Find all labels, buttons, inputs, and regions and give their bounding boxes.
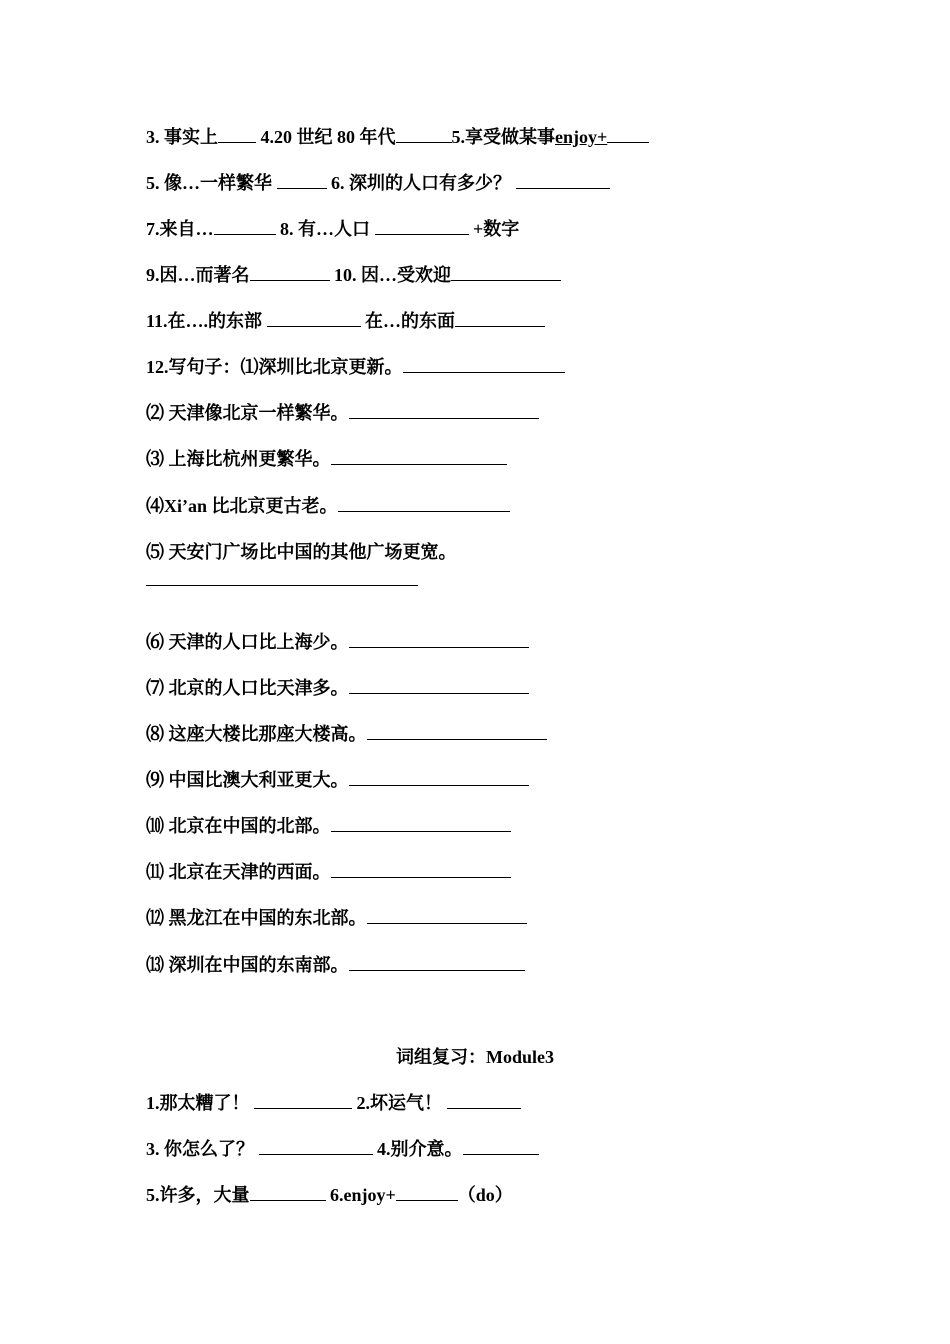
phrase-never-mind: 4.别介意。 [377, 1139, 463, 1159]
answer-blank[interactable] [463, 1137, 539, 1155]
answer-blank[interactable] [250, 263, 330, 281]
phrase-in-the-east-of: 11.在….的东部 [146, 311, 263, 331]
sentence-prompt: ⑿ 黑龙江在中国的东北部。 [146, 908, 367, 928]
phrase-line-4 [146, 263, 561, 287]
sentence-line-1 [146, 355, 565, 379]
sentence-prompt: ⑸ 天安门广场比中国的其他广场更宽。 [146, 542, 457, 562]
answer-blank[interactable] [451, 263, 561, 281]
review-line-3 [146, 1183, 513, 1207]
phrase-bad-luck: 2.坏运气！ [356, 1093, 442, 1113]
sentence-prompt: ⑹ 天津的人口比上海少。 [146, 632, 349, 652]
phrase-line-5 [146, 309, 545, 333]
sentence-prompt: ⑽ 北京在中国的北部。 [146, 816, 331, 836]
answer-blank[interactable] [367, 906, 527, 924]
answer-blank[interactable] [349, 768, 529, 786]
phrase-come-from: 7.来自… [146, 219, 214, 239]
answer-blank[interactable] [338, 494, 510, 512]
phrase-a-lot-of: 5.许多，大量 [146, 1185, 250, 1205]
sentence-line-13 [146, 953, 525, 977]
phrase-enjoy-plus: enjoy+ [555, 127, 608, 147]
answer-blank[interactable] [250, 1183, 326, 1201]
sentence-prompt: ⒀ 深圳在中国的东南部。 [146, 955, 349, 975]
phrase-thats-too-bad: 1.那太糟了！ [146, 1093, 250, 1113]
answer-blank[interactable] [267, 309, 361, 327]
answer-blank[interactable] [367, 722, 547, 740]
sentence-line-2 [146, 401, 539, 425]
sentence-prompt: ⑻ 这座大楼比那座大楼高。 [146, 724, 367, 744]
sentence-prompt: ⑷Xi’an 比北京更古老。 [146, 496, 338, 516]
answer-blank[interactable] [396, 125, 452, 143]
phrase-whats-wrong: 3. 你怎么了？ [146, 1139, 254, 1159]
phrase-do-hint: （do） [457, 1185, 513, 1205]
answer-blank[interactable] [516, 171, 610, 189]
answer-blank[interactable] [447, 1091, 521, 1109]
phrase-line-1 [146, 125, 649, 149]
sentence-line-8 [146, 722, 547, 746]
phrase-line-3 [146, 217, 519, 241]
phrase-population-of: 8. 有…人口 [280, 219, 370, 239]
answer-blank[interactable] [349, 676, 529, 694]
answer-blank[interactable] [403, 355, 565, 373]
phrase-line-2 [146, 171, 610, 195]
phrase-famous-for: 9.因…而著名 [146, 265, 250, 285]
phrase-in-fact: 3. 事实上 [146, 127, 218, 147]
sentence-prompt: 12.写句子：⑴深圳比北京更新。 [146, 357, 403, 377]
answer-blank[interactable] [349, 401, 539, 419]
sentence-line-4 [146, 494, 510, 518]
phrase-plus-number: +数字 [473, 219, 520, 239]
answer-blank[interactable] [349, 953, 525, 971]
sentence-line-7 [146, 676, 529, 700]
sentence-prompt: ⑾ 北京在天津的西面。 [146, 862, 331, 882]
sentence-line-11 [146, 860, 511, 884]
answer-blank[interactable] [349, 630, 529, 648]
answer-blank[interactable] [331, 814, 511, 832]
phrase-as-busy-as: 5. 像…一样繁华 [146, 173, 272, 193]
sentence-prompt: ⑺ 北京的人口比天津多。 [146, 678, 349, 698]
sentence-prompt: ⑵ 天津像北京一样繁华。 [146, 403, 349, 423]
sentence-line-9 [146, 768, 529, 792]
answer-blank[interactable] [375, 217, 469, 235]
review-line-2 [146, 1137, 539, 1161]
answer-blank[interactable] [214, 217, 276, 235]
phrase-enjoy-plus: 6.enjoy+ [330, 1185, 396, 1205]
answer-blank[interactable] [396, 1183, 458, 1201]
answer-blank[interactable] [455, 309, 545, 327]
sentence-prompt: ⑶ 上海比杭州更繁华。 [146, 449, 331, 469]
phrase-1980s: 4.20 世纪 80 年代 [260, 127, 396, 147]
phrase-population-question: 6. 深圳的人口有多少？ [331, 173, 511, 193]
answer-blank[interactable] [254, 1091, 352, 1109]
phrase-popular-for: 10. 因…受欢迎 [334, 265, 451, 285]
sentence-line-6 [146, 630, 529, 654]
section-title: 词组复习：Module3 [395, 1047, 554, 1067]
phrase-to-the-east-of: 在…的东面 [365, 311, 456, 331]
sentence-line-10 [146, 814, 511, 838]
answer-blank[interactable] [331, 860, 511, 878]
answer-blank[interactable] [218, 125, 256, 143]
answer-blank[interactable] [277, 171, 327, 189]
answer-blank[interactable] [607, 125, 649, 143]
review-line-1 [146, 1091, 521, 1115]
answer-blank-long[interactable] [146, 585, 418, 586]
answer-blank[interactable] [331, 447, 507, 465]
sentence-line-3 [146, 447, 507, 471]
sentence-prompt: ⑼ 中国比澳大利亚更大。 [146, 770, 349, 790]
sentence-line-12 [146, 906, 527, 930]
answer-blank[interactable] [259, 1137, 373, 1155]
sentence-line-5 [146, 540, 457, 564]
phrase-enjoy-doing: 5.享受做某事 [451, 127, 555, 147]
